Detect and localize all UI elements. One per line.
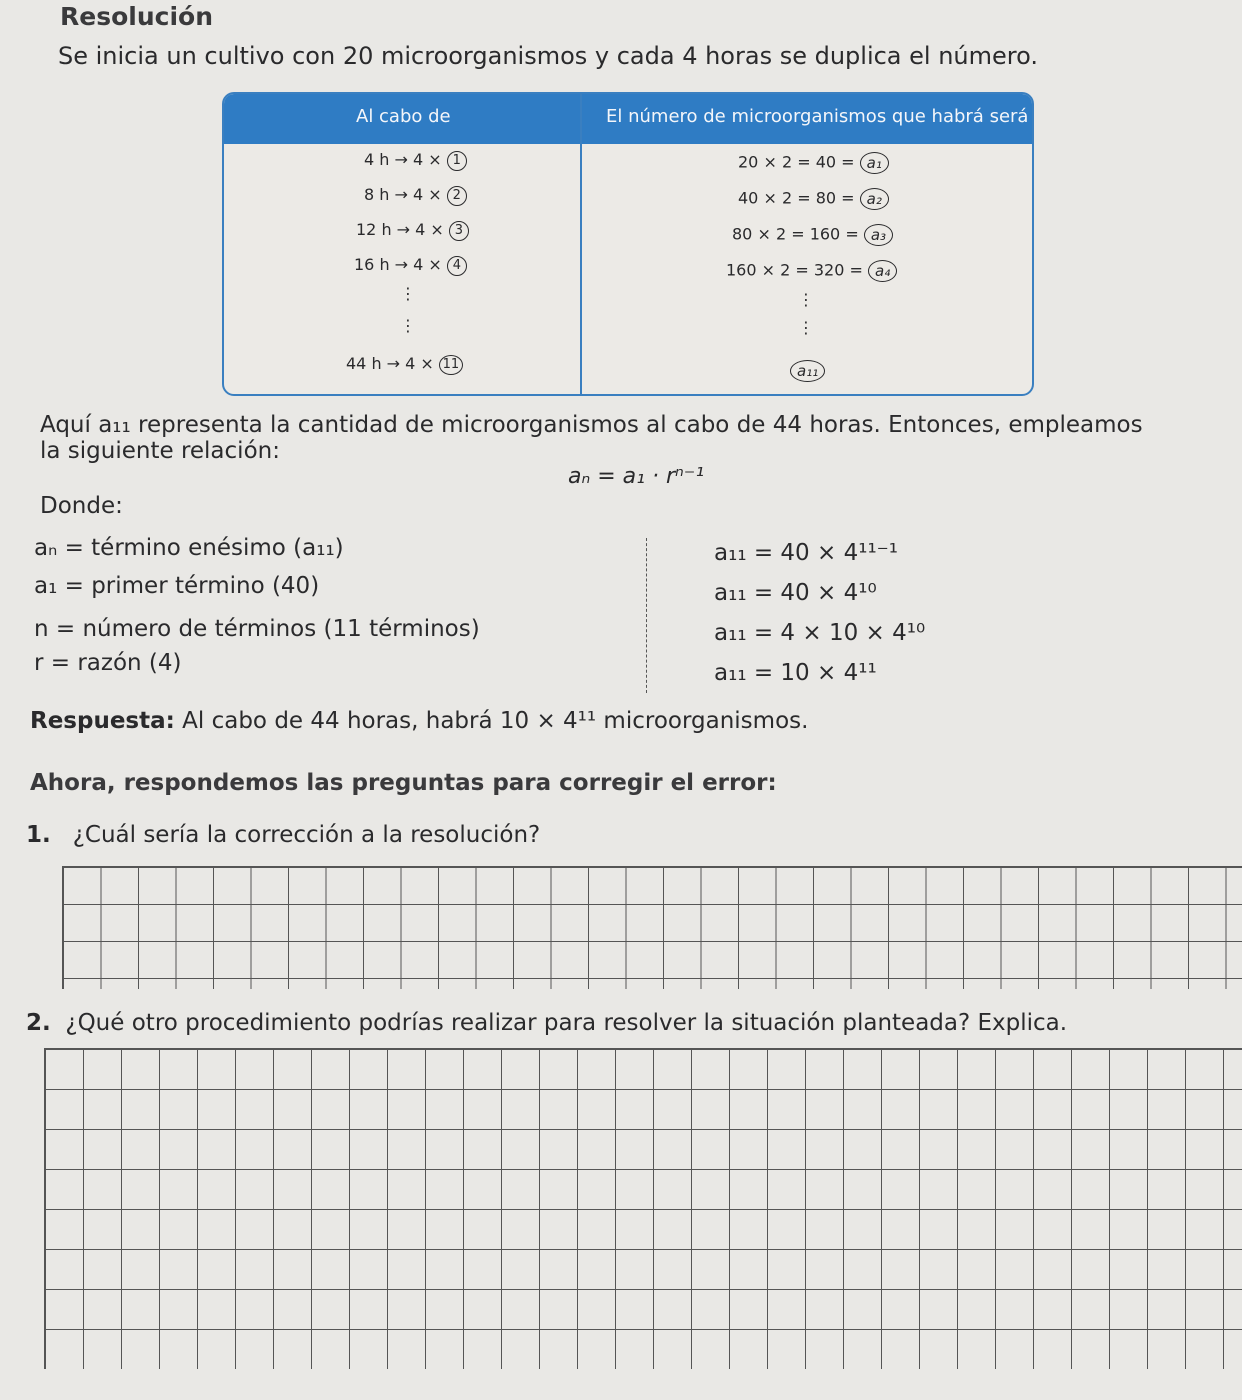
row-2-calc: 40 × 2 = 80 = a₂ <box>738 188 889 210</box>
ellipsis-left-2: ⋮ <box>400 316 416 335</box>
paragraph-line-1: Aquí a₁₁ representa la cantidad de microorganismos al cabo de 44 horas. Entonces, empleamos <box>40 412 1143 438</box>
dashed-divider <box>646 538 647 693</box>
row-4-calc: 160 × 2 = 320 = a₄ <box>726 260 897 282</box>
row-2-index: 2 <box>447 186 467 206</box>
section-heading: Resolución <box>60 2 213 31</box>
answer-line <box>30 708 808 734</box>
row-4-index: 4 <box>447 256 467 276</box>
question-2-number: 2. <box>26 1010 51 1036</box>
definition-a1: a₁ = primer término (40) <box>34 573 320 599</box>
question-1 <box>26 822 540 848</box>
instructions-heading: Ahora, respondemos las preguntas para corregir el error: <box>30 770 777 796</box>
row-4-hours: 16 h → 4 × 4 <box>354 255 467 276</box>
row-last-index: 11 <box>439 355 463 375</box>
row-last-hours: 44 h → 4 × 11 <box>346 354 463 375</box>
donde-label: Donde: <box>40 493 123 519</box>
definition-an: aₙ = término enésimo (a₁₁) <box>34 535 344 561</box>
question-2-text: ¿Qué otro procedimiento podrías realizar para resolver la situación planteada? Explica. <box>65 1010 1068 1036</box>
row-2-hours: 8 h → 4 × 2 <box>364 185 467 206</box>
col-header-hours: Al cabo de <box>356 106 451 127</box>
ellipsis-right: ⋮ <box>798 290 814 309</box>
answer-text: Al cabo de 44 horas, habrá 10 × 4¹¹ microorganismos. <box>182 708 809 734</box>
term-a11: a₁₁ <box>790 360 825 382</box>
intro-text: Se inicia un cultivo con 20 microorganismos y cada 4 horas se duplica el número. <box>58 42 1039 70</box>
term-a1: a₁ <box>860 152 889 174</box>
answer-label: Respuesta: <box>30 708 175 734</box>
ellipsis-right-2: ⋮ <box>798 318 814 337</box>
row-3-calc: 80 × 2 = 160 = a₃ <box>732 224 893 246</box>
definition-n: n = número de términos (11 términos) <box>34 616 480 642</box>
step-4: a₁₁ = 10 × 4¹¹ <box>714 660 877 686</box>
step-3: a₁₁ = 4 × 10 × 4¹⁰ <box>714 620 926 646</box>
table-header <box>224 94 1032 144</box>
step-2: a₁₁ = 40 × 4¹⁰ <box>714 580 877 606</box>
row-1-index: 1 <box>447 151 467 171</box>
answer-grid-2[interactable] <box>44 1048 1242 1369</box>
question-1-number: 1. <box>26 822 51 848</box>
ellipsis-left: ⋮ <box>400 284 416 303</box>
answer-grid-1[interactable] <box>62 866 1242 989</box>
question-1-text: ¿Cuál sería la corrección a la resolución? <box>72 822 541 848</box>
col-header-count: El número de microorganismos que habrá será <box>606 106 1029 127</box>
term-a3: a₃ <box>864 224 893 246</box>
term-a4: a₄ <box>868 260 897 282</box>
column-divider <box>580 94 582 394</box>
row-last-calc <box>790 360 825 382</box>
question-2 <box>26 1010 1067 1036</box>
general-formula: aₙ = a₁ · rⁿ⁻¹ <box>568 464 705 489</box>
row-1-calc: 20 × 2 = 40 = a₁ <box>738 152 889 174</box>
definition-r: r = razón (4) <box>34 650 182 676</box>
paragraph-line-2: la siguiente relación: <box>40 438 280 464</box>
growth-table <box>222 92 1034 396</box>
step-1: a₁₁ = 40 × 4¹¹⁻¹ <box>714 540 899 566</box>
row-3-hours: 12 h → 4 × 3 <box>356 220 469 241</box>
row-1-hours: 4 h → 4 × 1 <box>364 150 467 171</box>
term-a2: a₂ <box>860 188 889 210</box>
row-3-index: 3 <box>449 221 469 241</box>
